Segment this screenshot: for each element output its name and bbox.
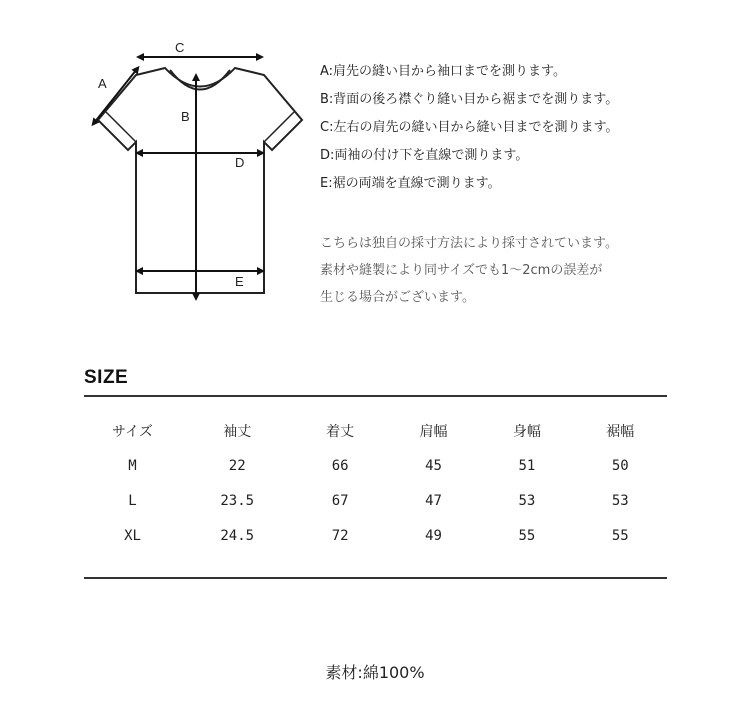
table-cell: 55 bbox=[518, 527, 536, 544]
label-a: A bbox=[98, 76, 107, 91]
table-cell: 47 bbox=[425, 492, 442, 509]
table-row bbox=[84, 483, 667, 518]
table-cell: 45 bbox=[425, 457, 442, 474]
table-top-rule bbox=[84, 395, 667, 397]
table-row bbox=[84, 448, 667, 483]
label-c: C bbox=[175, 40, 185, 55]
instruction-e: E:裾の両端を直線で測ります。 bbox=[320, 176, 501, 191]
table-row bbox=[84, 518, 667, 553]
table-cell: 53 bbox=[611, 492, 629, 509]
table-cell: 24.5 bbox=[220, 527, 255, 544]
tshirt-outline-icon bbox=[80, 35, 320, 310]
table-bottom-rule bbox=[84, 577, 667, 579]
material-info: 素材:綿100% bbox=[325, 663, 425, 682]
measurement-instructions bbox=[320, 58, 740, 198]
table-cell: 50 bbox=[611, 457, 629, 474]
size-table bbox=[84, 413, 667, 553]
label-d: D bbox=[235, 155, 245, 170]
header-sleeve-length: 袖丈 bbox=[223, 423, 252, 440]
header-body-length: 着丈 bbox=[326, 423, 355, 440]
instruction-b: B:背面の後ろ襟ぐり縫い目から裾までを測ります。 bbox=[320, 92, 619, 107]
table-cell: 22 bbox=[228, 457, 246, 474]
label-e: E bbox=[235, 274, 244, 289]
table-header-row bbox=[84, 413, 667, 448]
note-line: 生じる場合がございます。 bbox=[320, 290, 475, 305]
label-b: B bbox=[181, 109, 190, 124]
tshirt-measurement-diagram bbox=[80, 35, 320, 310]
instruction-d: D:両袖の付け下を直線で測ります。 bbox=[320, 148, 529, 163]
table-cell: XL bbox=[124, 527, 141, 544]
table-cell: 55 bbox=[611, 527, 629, 544]
table-cell: 49 bbox=[425, 527, 442, 544]
note-line: 素材や縫製により同サイズでも1〜2cmの誤差が bbox=[320, 263, 603, 278]
table-cell: M bbox=[128, 457, 137, 474]
instruction-c: C:左右の肩先の縫い目から縫い目までを測ります。 bbox=[320, 120, 619, 135]
table-cell: 66 bbox=[331, 457, 349, 474]
table-cell: 51 bbox=[518, 457, 536, 474]
instruction-a: A:肩先の縫い目から袖口までを測ります。 bbox=[320, 64, 567, 79]
header-chest-width: 身幅 bbox=[512, 423, 541, 440]
note-line: こちらは独自の採寸方法により採寸されています。 bbox=[320, 236, 618, 251]
header-size: サイズ bbox=[112, 423, 153, 440]
header-hem-width: 裾幅 bbox=[606, 423, 635, 440]
table-cell: L bbox=[128, 492, 137, 509]
table-cell: 72 bbox=[331, 527, 349, 544]
table-cell: 53 bbox=[518, 492, 536, 509]
table-cell: 23.5 bbox=[220, 492, 255, 509]
table-cell: 67 bbox=[331, 492, 349, 509]
size-section-title: SIZE bbox=[84, 367, 129, 388]
measurement-note bbox=[320, 230, 740, 311]
header-shoulder-width: 肩幅 bbox=[419, 423, 448, 440]
